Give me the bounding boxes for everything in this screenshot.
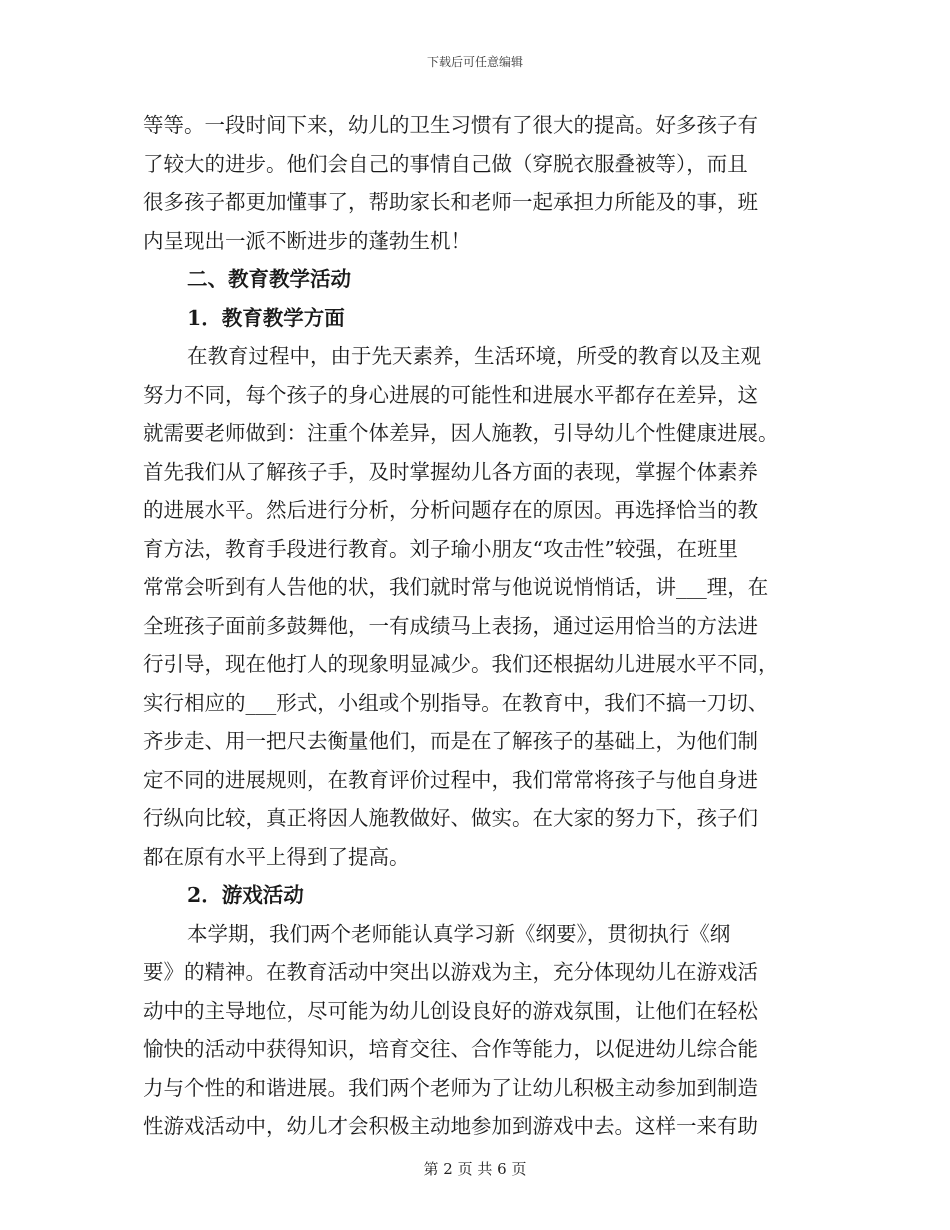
paragraph-line: 定不同的进展规则，在教育评价过程中，我们常常将孩子与他自身进 (143, 767, 758, 792)
paragraph-line: 愉快的活动中获得知识，培育交往、合作等能力，以促进幼儿综合能 (143, 1037, 758, 1061)
paragraph-line: 常常会听到有人告他的状，我们就时常与他说说悄悄话，讲___理，在 (143, 575, 769, 599)
paragraph-line: 性游戏活动中，幼儿才会积极主动地参加到游戏中去。这样一来有助 (143, 1114, 758, 1138)
paragraph-line: 实行相应的___形式，小组或个别指导。在教育中，我们不搞一刀切、 (143, 690, 769, 715)
paragraph-line: 等等。一段时间下来，幼儿的卫生习惯有了很大的提高。好多孩子有 (143, 113, 758, 137)
paragraph-line: 齐步走、用一把尺去衡量他们，而是在了解孩子的基础上，为他们制 (143, 729, 758, 753)
paragraph-line: 了较大的进步。他们会自己的事情自己做（穿脱衣服叠被等），而且 (143, 151, 748, 176)
paragraph-line: 全班孩子面前多鼓舞他，一有成绩马上表扬，通过运用恰当的方法进 (143, 613, 758, 638)
paragraph-line: 努力不同，每个孩子的身心进展的可能性和进展水平都存在差异，这 (143, 382, 758, 407)
section-heading: 2．游戏活动 (187, 883, 304, 907)
paragraph-line: 内呈现出一派不断进步的蓬勃生机！ (143, 228, 471, 253)
page-number: 第 2 页 共 6 页 (423, 1160, 527, 1178)
paragraph-line: 育方法，教育手段进行教育。刘子瑜小朋友“攻击性”较强，在班里 (143, 536, 738, 561)
paragraph-line: 动中的主导地位，尽可能为幼儿创设良好的游戏氛围，让他们在轻松 (143, 998, 758, 1023)
header-note: 下载后可任意编辑 (426, 55, 523, 69)
paragraph-line: 的进展水平。然后进行分析，分析问题存在的原因。再选择恰当的教 (143, 498, 758, 522)
document-body (143, 106, 807, 1146)
paragraph-line: 行引导，现在他打人的现象明显减少。我们还根据幼儿进展水平不同， (143, 652, 779, 676)
paragraph-line: 首先我们从了解孩子手，及时掌握幼儿各方面的表现，掌握个体素养 (143, 459, 758, 484)
paragraph-line: 力与个性的和谐进展。我们两个老师为了让幼儿积极主动参加到制造 (143, 1075, 758, 1100)
paragraph-line: 在教育过程中，由于先天素养，生活环境，所受的教育以及主观 (187, 344, 761, 368)
section-heading: 1．教育教学方面 (187, 305, 345, 330)
paragraph-line: 就需要老师做到：注重个体差异，因人施教，引导幼儿个性健康进展。 (143, 421, 779, 445)
section-heading: 二、教育教学活动 (187, 267, 351, 291)
paragraph-line: 要》的精神。在教育活动中突出以游戏为主，充分体现幼儿在游戏活 (143, 960, 758, 984)
paragraph-line: 都在原有水平上得到了提高。 (143, 844, 410, 869)
paragraph-line: 行纵向比较，真正将因人施教做好、做实。在大家的努力下，孩子们 (143, 806, 758, 830)
paragraph-line: 很多孩子都更加懂事了，帮助家长和老师一起承担力所能及的事，班 (143, 190, 758, 214)
paragraph-line: 本学期，我们两个老师能认真学习新《纲要》，贯彻执行《纲 (187, 921, 731, 946)
